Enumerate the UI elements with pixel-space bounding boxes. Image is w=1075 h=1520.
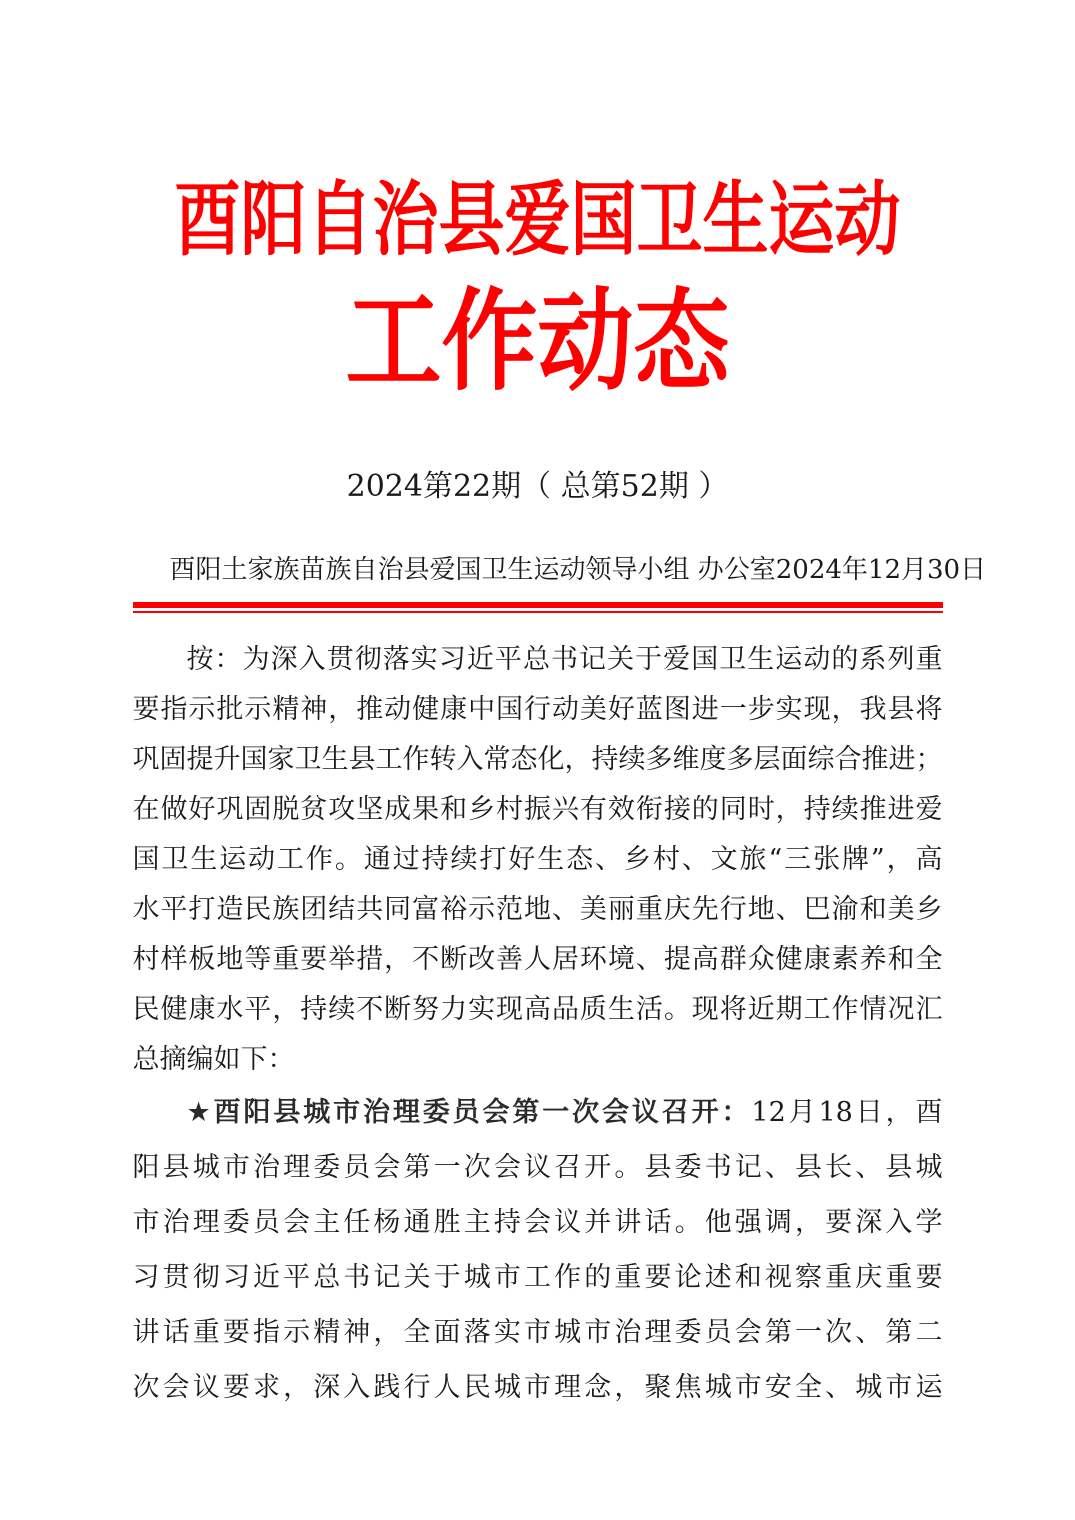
body-line bbox=[133, 1305, 943, 1360]
line-text: 阳县城市治理委员会第一次会议召开。县委书记、县长、县城 bbox=[132, 1152, 943, 1184]
line-text: 民健康水平，持续不断努力实现高品质生活。现将近期工作情况汇 bbox=[132, 994, 943, 1026]
line-text: 国卫生运动工作。通过持续打好生态、乡村、文旅“三张牌”，高 bbox=[132, 844, 943, 876]
body-line bbox=[133, 935, 943, 985]
body-line bbox=[133, 635, 943, 685]
double-rule bbox=[133, 602, 943, 613]
body-line bbox=[133, 1360, 943, 1415]
issue-number-line: 2024第22期（ 总第52期 ） bbox=[346, 469, 729, 504]
body-line bbox=[133, 1035, 943, 1085]
line-text: 12月18日，酉 bbox=[751, 1097, 943, 1129]
line-text: 水平打造民族团结共同富裕示范地、美丽重庆先行地、巴渝和美乡 bbox=[132, 894, 943, 926]
double-rule-thin-line bbox=[133, 611, 943, 613]
body-line bbox=[133, 1250, 943, 1305]
newsletter-title-line-2-text: 工作动态 bbox=[345, 275, 730, 406]
body-text bbox=[133, 635, 943, 1415]
body-line bbox=[133, 785, 943, 835]
line-text: 要指示批示精神，推动健康中国行动美好蓝图进一步实现，我县将 bbox=[132, 694, 943, 726]
line-text: 按：为深入贯彻落实习近平总书记关于爱国卫生运动的系列重 bbox=[186, 644, 943, 676]
body-line bbox=[133, 735, 943, 785]
line-text: 讲话重要指示精神，全面落实市城市治理委员会第一次、第二 bbox=[132, 1317, 943, 1349]
body-line bbox=[133, 1085, 943, 1140]
body-line bbox=[133, 985, 943, 1035]
bold-headline: ★酉阳县城市治理委员会第一次会议召开： bbox=[186, 1097, 752, 1128]
newsletter-title-line-1-text: 酉阳自治县爱国卫生运动 bbox=[174, 171, 901, 268]
publisher-row bbox=[133, 555, 987, 586]
publish-date: 2024年12月30日 bbox=[775, 555, 987, 585]
newsletter-title-line-1 bbox=[133, 171, 943, 268]
content-area bbox=[132, 171, 987, 1415]
body-line bbox=[133, 685, 943, 735]
body-line bbox=[133, 1140, 943, 1195]
line-text: 村样板地等重要举措，不断改善人居环境、提高群众健康素养和全 bbox=[132, 944, 943, 976]
line-text: 市治理委员会主任杨通胜主持会议并讲话。他强调，要深入学 bbox=[132, 1207, 943, 1239]
news-item-paragraph bbox=[133, 1085, 943, 1415]
line-text: 总摘编如下： bbox=[132, 1044, 295, 1076]
line-text: 在做好巩固脱贫攻坚成果和乡村振兴有效衔接的同时，持续推进爱 bbox=[132, 794, 943, 826]
masthead bbox=[133, 171, 943, 406]
publisher-name: 酉阳土家族苗族自治县爱国卫生运动领导小组 办公室 bbox=[169, 555, 776, 585]
body-line bbox=[133, 835, 943, 885]
line-text: 习贯彻习近平总书记关于城市工作的重要论述和视察重庆重要 bbox=[132, 1262, 943, 1294]
newsletter-title-line-2 bbox=[133, 275, 943, 406]
body-line bbox=[133, 1195, 943, 1250]
line-text: 次会议要求，深入践行人民城市理念，聚焦城市安全、城市运 bbox=[132, 1372, 943, 1404]
line-text: 巩固提升国家卫生县工作转入常态化，持续多维度多层面综合推进； bbox=[132, 744, 943, 776]
editor-note-paragraph bbox=[133, 635, 943, 1085]
body-line bbox=[133, 885, 943, 935]
